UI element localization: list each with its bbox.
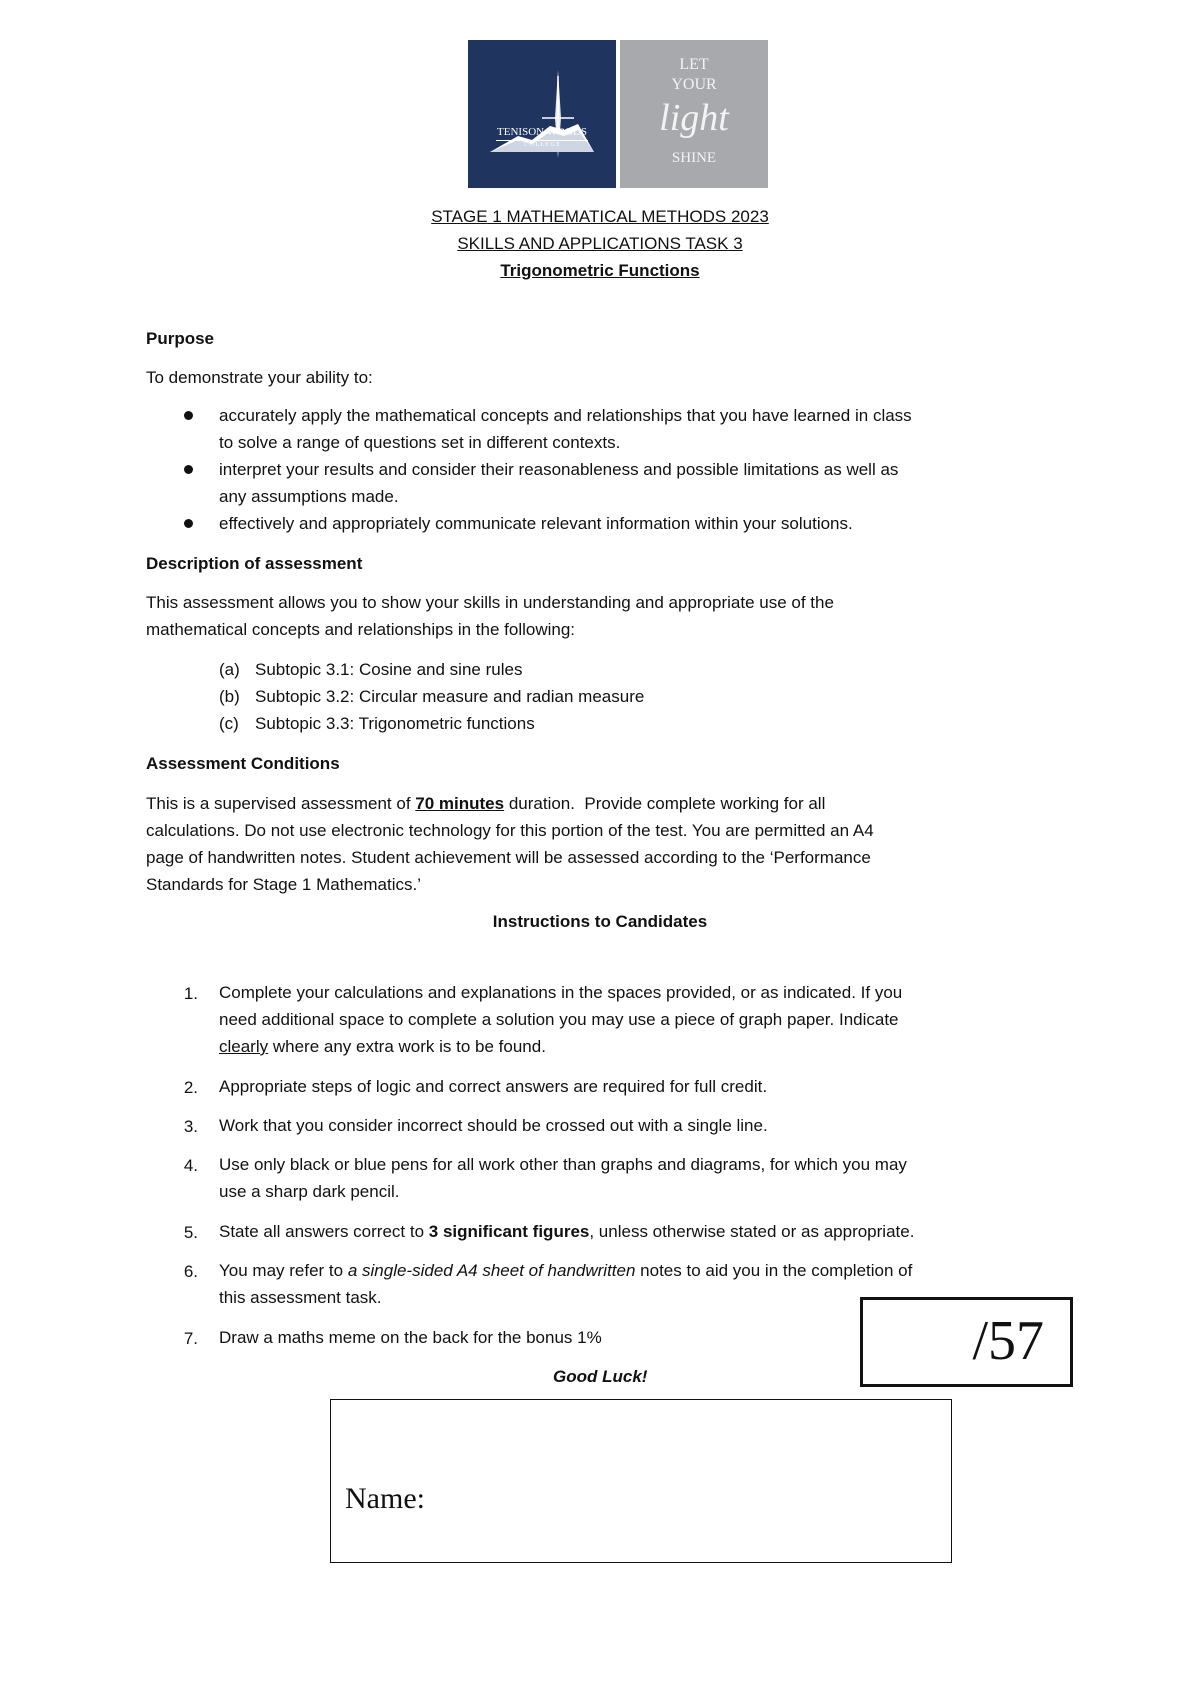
instruction-number: 1. xyxy=(183,984,198,1003)
conditions-text: This is a supervised assessment of xyxy=(146,794,416,813)
school-name: TENISON WOODS xyxy=(497,126,587,138)
instruction-number: 2. xyxy=(183,1078,198,1097)
instruction-5 xyxy=(219,1218,914,1245)
purpose-bullet-1-line-2: to solve a range of questions set in different contexts. xyxy=(219,433,621,452)
motto-light: light xyxy=(659,97,729,139)
instruction-2: Appropriate steps of logic and correct answers are required for full credit. xyxy=(219,1077,768,1096)
instruction-text: notes to aid you in the completion of xyxy=(635,1261,913,1280)
instructions-heading: Instructions to Candidates xyxy=(492,912,708,931)
instruction-4-line-1: Use only black or blue pens for all work other than graphs and diagrams, for which you may xyxy=(219,1155,907,1174)
subtopic-label: (c) xyxy=(219,714,239,733)
instruction-6-line-1 xyxy=(219,1257,912,1284)
subtopic-label: (b) xyxy=(219,687,240,706)
instruction-text: You may refer to xyxy=(219,1261,348,1280)
emphasis-clearly: clearly xyxy=(219,1037,269,1056)
mountain-star-icon xyxy=(468,40,616,188)
school-motto-panel xyxy=(620,40,768,188)
purpose-bullet-2-line-2: any assumptions made. xyxy=(219,487,399,506)
score-box xyxy=(860,1297,1073,1387)
duration-value: 70 minutes xyxy=(415,794,505,813)
good-luck: Good Luck! xyxy=(553,1367,648,1386)
instruction-text: where any extra work is to be found. xyxy=(268,1037,546,1056)
bullet-icon xyxy=(184,465,193,474)
instruction-number: 4. xyxy=(183,1156,198,1175)
total-marks: /57 xyxy=(972,1310,1044,1372)
subtopic-label: (a) xyxy=(219,660,240,679)
sig-figs-emphasis: 3 significant figures xyxy=(428,1222,590,1241)
instruction-1-line-3 xyxy=(219,1033,546,1060)
instruction-number: 7. xyxy=(183,1329,198,1348)
name-box[interactable] xyxy=(330,1399,952,1563)
school-subtitle: C O L L E G E xyxy=(524,142,560,148)
purpose-intro: To demonstrate your ability to: xyxy=(146,368,373,387)
bullet-icon xyxy=(184,411,193,420)
purpose-bullet-2-line-1: interpret your results and consider their reasonableness and possible limitations as well as xyxy=(219,460,899,479)
instruction-text: , unless otherwise stated or as appropriate. xyxy=(589,1222,915,1241)
title-line-2: SKILLS AND APPLICATIONS TASK 3 xyxy=(457,234,743,253)
instruction-1-line-1: Complete your calculations and explanations in the spaces provided, or as indicated. If you xyxy=(219,983,903,1002)
subtopic-text: Subtopic 3.3: Trigonometric functions xyxy=(255,714,535,733)
purpose-bullet-1-line-1: accurately apply the mathematical concepts and relationships that you have learned in class xyxy=(219,406,912,425)
purpose-bullet-3-line-1: effectively and appropriately communicate relevant information within your solutions. xyxy=(219,514,853,533)
conditions-text: duration. Provide complete working for all xyxy=(504,794,826,813)
instruction-number: 6. xyxy=(183,1262,198,1281)
description-line-1: This assessment allows you to show your skills in understanding and appropriate use of the xyxy=(146,593,834,612)
bullet-icon xyxy=(184,519,193,528)
instruction-number: 3. xyxy=(183,1117,198,1136)
motto-shine: SHINE xyxy=(671,150,717,166)
subtopic-text: Subtopic 3.2: Circular measure and radian measure xyxy=(255,687,645,706)
title-line-3: Trigonometric Functions xyxy=(500,261,700,280)
instruction-4-line-2: use a sharp dark pencil. xyxy=(219,1182,400,1201)
instruction-text: State all answers correct to xyxy=(219,1222,429,1241)
instruction-7: Draw a maths meme on the back for the bonus 1% xyxy=(219,1328,602,1347)
description-heading: Description of assessment xyxy=(146,554,363,573)
school-logo-emblem xyxy=(468,40,616,188)
instruction-3: Work that you consider incorrect should be crossed out with a single line. xyxy=(219,1116,768,1135)
conditions-line-3: page of handwritten notes. Student achievement will be assessed according to the ‘Performance xyxy=(146,848,871,867)
notes-emphasis: a single-sided A4 sheet of handwritten xyxy=(347,1261,636,1280)
instruction-1-line-2: need additional space to complete a solution you may use a piece of graph paper. Indicate xyxy=(219,1010,899,1029)
motto-let: LET xyxy=(679,56,709,73)
instruction-6-line-2: this assessment task. xyxy=(219,1288,382,1307)
conditions-line-2: calculations. Do not use electronic technology for this portion of the test. You are permitted an A4 xyxy=(146,821,874,840)
conditions-line-4: Standards for Stage 1 Mathematics.’ xyxy=(146,875,421,894)
conditions-line-1 xyxy=(146,790,825,817)
purpose-heading: Purpose xyxy=(146,329,215,348)
instruction-number: 5. xyxy=(183,1223,198,1242)
title-line-1: STAGE 1 MATHEMATICAL METHODS 2023 xyxy=(431,207,769,226)
motto-your: YOUR xyxy=(671,76,717,93)
subtopic-text: Subtopic 3.1: Cosine and sine rules xyxy=(255,660,523,679)
conditions-heading: Assessment Conditions xyxy=(146,754,340,773)
description-line-2: mathematical concepts and relationships in the following: xyxy=(146,620,576,639)
name-label: Name: xyxy=(345,1482,425,1515)
